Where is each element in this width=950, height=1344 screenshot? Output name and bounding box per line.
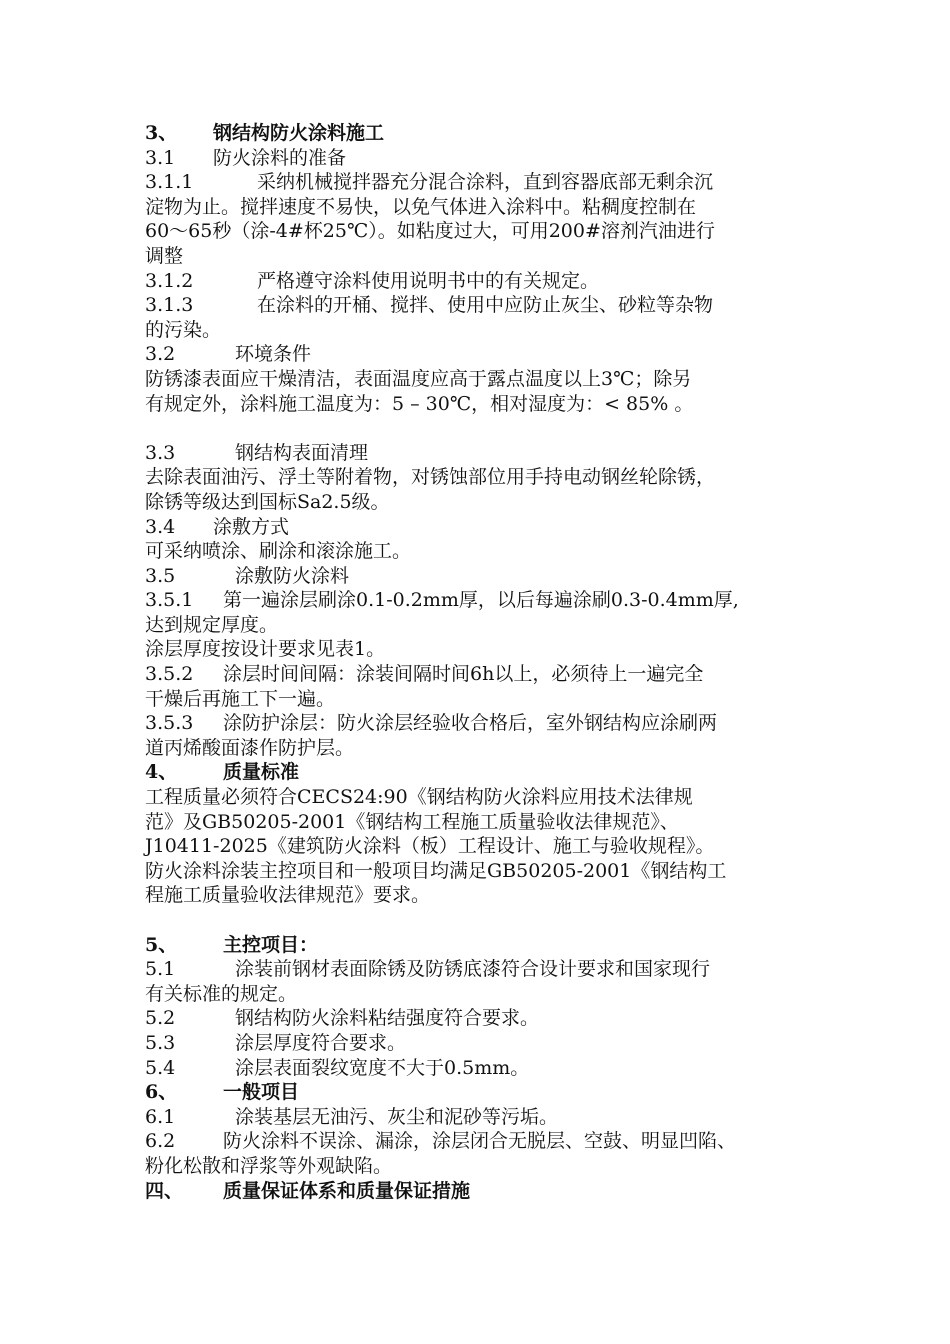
line-text: 钢结构表面清理 xyxy=(235,441,369,464)
text-line xyxy=(145,392,825,417)
text-line xyxy=(145,490,825,515)
line-text: 涂层厚度按设计要求见表1。 xyxy=(145,638,386,661)
text-line xyxy=(145,539,825,564)
section-number: 3.5.3 xyxy=(145,712,194,735)
section-number: 3.2 xyxy=(145,343,176,366)
section-line xyxy=(145,1056,825,1081)
section-number: 5.3 xyxy=(145,1031,176,1054)
line-text: 防火涂料的准备 xyxy=(213,146,347,169)
line-text: 涂装前钢材表面除锈及防锈底漆符合设计要求和国家现行 xyxy=(235,958,711,981)
text-line xyxy=(145,687,825,712)
document-body xyxy=(145,121,825,1203)
blank-line xyxy=(145,908,825,933)
section-line xyxy=(145,1129,825,1154)
section-number: 3.3 xyxy=(145,441,176,464)
section-line xyxy=(145,957,825,982)
section-line xyxy=(145,1105,825,1130)
section-number: 四、 xyxy=(145,1179,184,1202)
line-text: 第一遍涂层刷涂0.1-0.2mm厚，以后每遍涂刷0.3-0.4mm厚, xyxy=(223,589,739,612)
line-text: 一般项目 xyxy=(223,1081,300,1104)
section-number: 3.4 xyxy=(145,515,176,538)
text-line xyxy=(145,195,825,220)
line-text: 60～65秒（涂-4#杯25℃）。如粘度过大，可用200#溶剂汽油进行 xyxy=(145,220,715,243)
line-text: 防火涂料涂装主控项目和一般项目均满足GB50205-2001《钢结构工 xyxy=(145,859,727,882)
section-line xyxy=(145,1006,825,1031)
section-line xyxy=(145,711,825,736)
line-text: 涂敷方式 xyxy=(213,515,290,538)
blank-line xyxy=(145,416,825,441)
section-number: 6.2 xyxy=(145,1130,176,1153)
line-text: 范》及GB50205-2001《钢结构工程施工质量验收法律规范》、 xyxy=(145,810,679,833)
line-text: J10411-2025《建筑防火涂料（板）工程设计、施工与验收规程》。 xyxy=(145,835,715,858)
line-text: 涂层表面裂纹宽度不大于0.5mm。 xyxy=(235,1056,530,1079)
section-line xyxy=(145,146,825,171)
text-line xyxy=(145,883,825,908)
line-text: 涂敷防火涂料 xyxy=(235,564,350,587)
section-line xyxy=(145,1179,825,1204)
line-text: 涂层时间间隔：涂装间隔时间6h以上，必须待上一遍完全 xyxy=(223,663,704,686)
text-line xyxy=(145,219,825,244)
section-line xyxy=(145,121,825,146)
line-text: 钢结构防火涂料粘结强度符合要求。 xyxy=(235,1007,540,1030)
line-text: 淀物为止。搅拌速度不易快，以免气体进入涂料中。粘稠度控制在 xyxy=(145,195,697,218)
section-number: 5.4 xyxy=(145,1056,176,1079)
section-number: 6、 xyxy=(145,1081,178,1104)
section-line xyxy=(145,1031,825,1056)
section-line xyxy=(145,293,825,318)
line-text: 涂防护涂层：防火涂层经验收合格后，室外钢结构应涂刷两 xyxy=(223,712,718,735)
line-text: 质量标准 xyxy=(223,761,300,784)
section-number: 3.1.1 xyxy=(145,171,194,194)
text-line xyxy=(145,1154,825,1179)
line-text: 工程质量必须符合CECS24:90《钢结构防火涂料应用技术法律规 xyxy=(145,786,693,809)
section-number: 3.1.3 xyxy=(145,294,194,317)
line-text: 有规定外，涂料施工温度为：5 – 30℃，相对湿度为：< 85% 。 xyxy=(145,392,694,415)
text-line xyxy=(145,367,825,392)
section-number: 3.1 xyxy=(145,146,176,169)
section-line xyxy=(145,760,825,785)
line-text: 道丙烯酸面漆作防护层。 xyxy=(145,736,355,759)
line-text: 程施工质量验收法律规范》要求。 xyxy=(145,884,431,907)
text-line xyxy=(145,318,825,343)
section-line xyxy=(145,662,825,687)
text-line xyxy=(145,785,825,810)
section-number: 3.5.2 xyxy=(145,663,194,686)
line-text: 在涂料的开桶、搅拌、使用中应防止灰尘、砂粒等杂物 xyxy=(257,294,714,317)
line-text: 可采纳喷涂、刷涂和滚涂施工。 xyxy=(145,540,412,563)
section-number: 3.5.1 xyxy=(145,589,194,612)
section-line xyxy=(145,933,825,958)
section-line xyxy=(145,1080,825,1105)
text-line xyxy=(145,982,825,1007)
section-number: 5.1 xyxy=(145,958,176,981)
line-text: 除锈等级达到国标Sa2.5级。 xyxy=(145,490,390,513)
section-number: 4、 xyxy=(145,761,178,784)
section-number: 3、 xyxy=(145,122,178,144)
text-line xyxy=(145,637,825,662)
line-text: 达到规定厚度。 xyxy=(145,613,279,636)
text-line xyxy=(145,810,825,835)
text-line xyxy=(145,736,825,761)
text-line xyxy=(145,613,825,638)
section-line xyxy=(145,564,825,589)
text-line xyxy=(145,465,825,490)
line-text: 干燥后再施工下一遍。 xyxy=(145,687,336,710)
line-text: 严格遵守涂料使用说明书中的有关规定。 xyxy=(257,269,600,292)
line-text: 防锈漆表面应干燥清洁，表面温度应高于露点温度以上3℃；除另 xyxy=(145,367,692,390)
section-line xyxy=(145,515,825,540)
line-text: 钢结构防火涂料施工 xyxy=(213,122,385,144)
section-number: 5.2 xyxy=(145,1007,176,1030)
section-line xyxy=(145,170,825,195)
text-line xyxy=(145,244,825,269)
section-line xyxy=(145,269,825,294)
section-line xyxy=(145,342,825,367)
section-number: 3.1.2 xyxy=(145,269,194,292)
line-text: 质量保证体系和质量保证措施 xyxy=(223,1179,471,1202)
line-text: 有关标准的规定。 xyxy=(145,982,298,1005)
line-text: 主控项目： xyxy=(223,933,319,956)
section-line xyxy=(145,588,825,613)
line-text: 环境条件 xyxy=(235,343,312,366)
line-text: 粉化松散和浮浆等外观缺陷。 xyxy=(145,1154,393,1177)
section-number: 6.1 xyxy=(145,1105,176,1128)
text-line xyxy=(145,834,825,859)
section-number: 5、 xyxy=(145,933,178,956)
line-text: 调整 xyxy=(145,244,184,267)
section-line xyxy=(145,441,825,466)
text-line xyxy=(145,859,825,884)
line-text: 采纳机械搅拌器充分混合涂料，直到容器底部无剩余沉 xyxy=(257,171,714,194)
line-text: 的污染。 xyxy=(145,318,222,341)
line-text: 涂层厚度符合要求。 xyxy=(235,1031,407,1054)
line-text: 去除表面油污、浮土等附着物，对锈蚀部位用手持电动钢丝轮除锈， xyxy=(145,466,716,489)
line-text: 防火涂料不误涂、漏涂，涂层闭合无脱层、空鼓、明显凹陷、 xyxy=(223,1130,737,1153)
section-number: 3.5 xyxy=(145,564,176,587)
line-text: 涂装基层无油污、灰尘和泥砂等污垢。 xyxy=(235,1105,559,1128)
